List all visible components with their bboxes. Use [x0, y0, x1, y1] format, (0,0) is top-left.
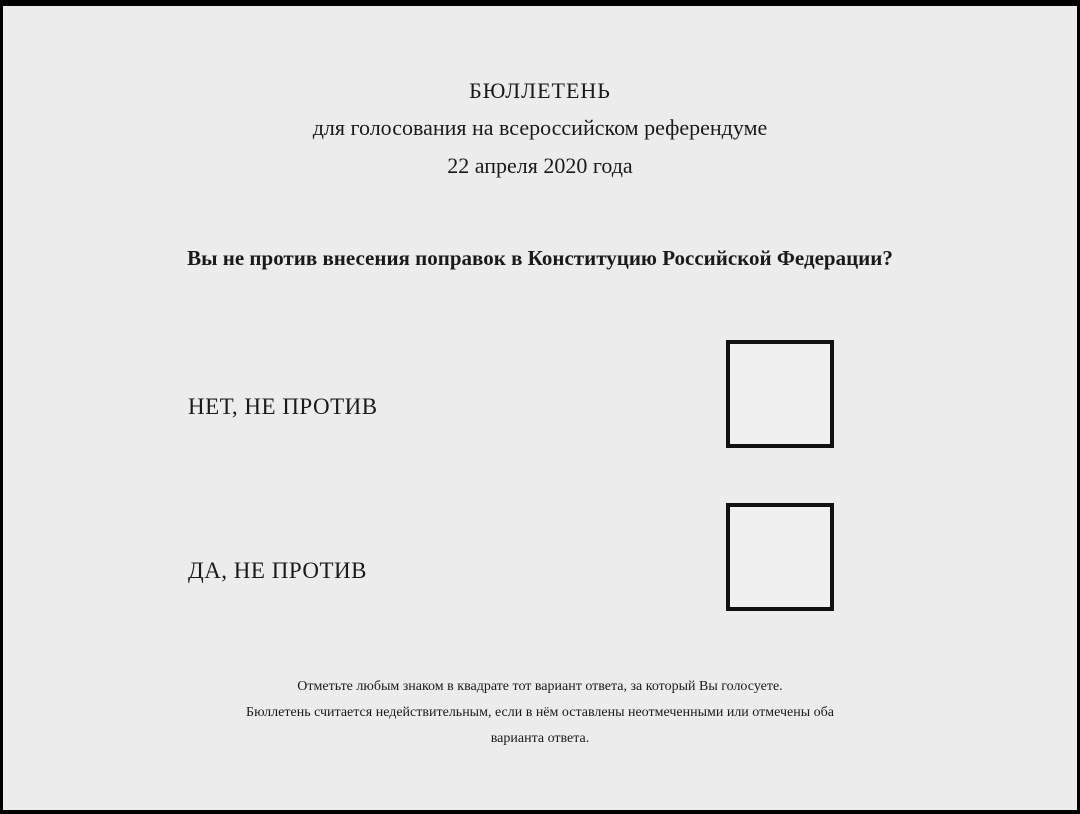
ballot-sheet [3, 6, 1077, 810]
ballot-question: Вы не против внесения поправок в Конституцию Российской Федерации? [187, 246, 893, 270]
option-checkbox-yes[interactable] [726, 503, 834, 611]
ballot-instructions [43, 674, 1037, 752]
ballot-date: 22 апреля 2020 года [447, 153, 633, 178]
instruction-line-1: Отметьте любым знаком в квадрате тот вариант ответа, за который Вы голосуете. [297, 679, 783, 694]
instruction-line-3: варианта ответа. [490, 731, 590, 746]
option-label-yes: ДА, НЕ ПРОТИВ [188, 558, 367, 583]
ballot-title: БЮЛЛЕТЕНЬ [469, 78, 611, 103]
instruction-line-2: Бюллетень считается недействительным, если в нём оставлены неотмеченными или отмечены оба [246, 705, 834, 720]
option-checkbox-no[interactable] [726, 340, 834, 448]
ballot-subtitle: для голосования на всероссийском референдуме [312, 115, 768, 140]
option-label-no: НЕТ, НЕ ПРОТИВ [188, 394, 378, 419]
